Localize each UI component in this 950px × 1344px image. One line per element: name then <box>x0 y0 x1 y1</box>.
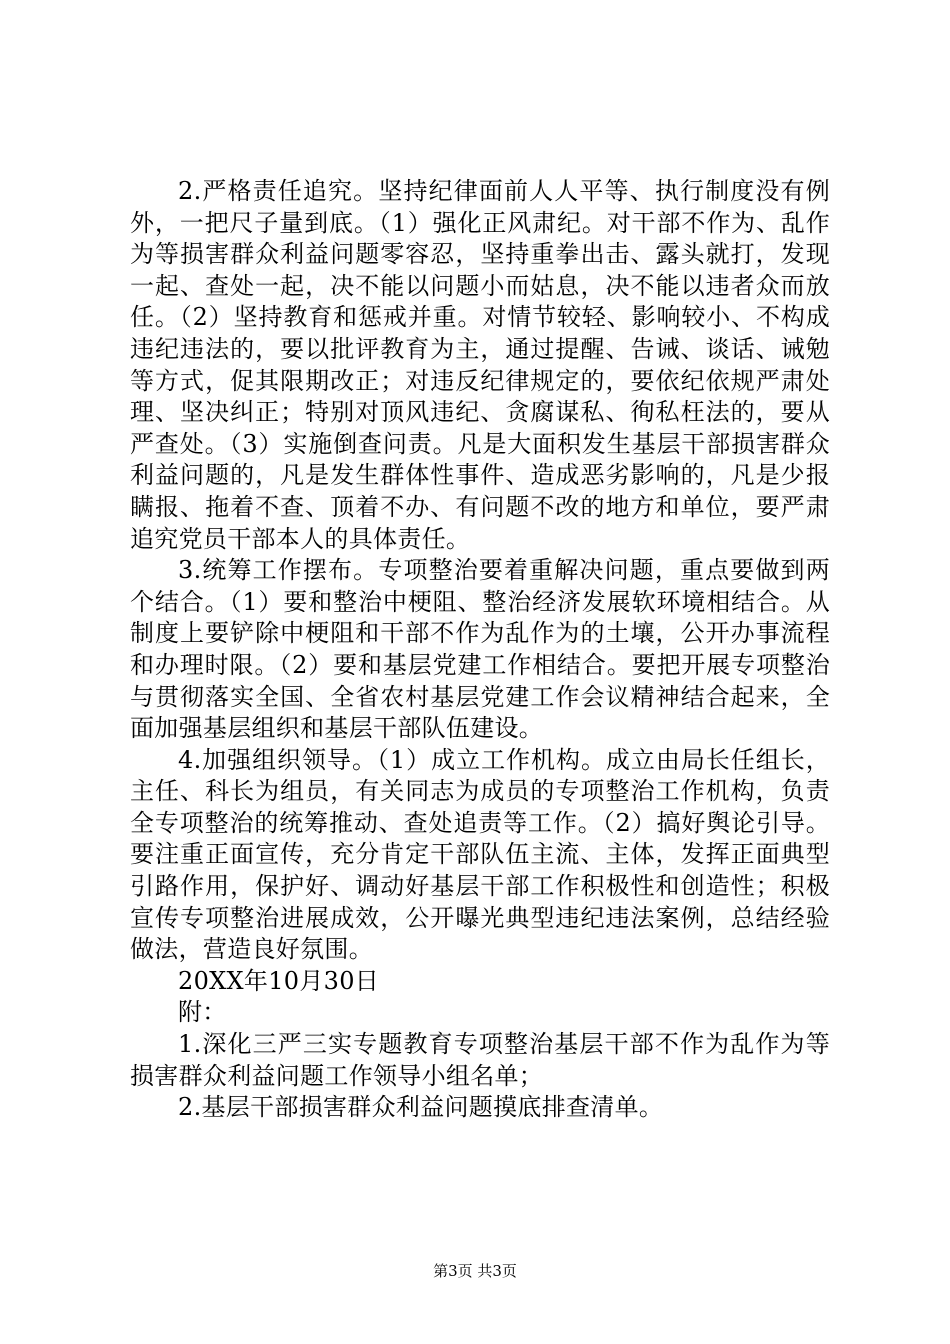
document-body <box>130 176 830 1124</box>
attachment-item-1: 1.深化三严三实专题教育专项整治基层干部不作为乱作为等损害群众利益问题工作领导小组名单； <box>130 1030 830 1090</box>
page-number-footer: 第3页 共3页 <box>433 1262 517 1280</box>
paragraph-coordinate-work: 3.统筹工作摆布。专项整治要着重解决问题，重点要做到两个结合。（1）要和整治中梗阻、整治经济发展软环境相结合。从制度上要铲除中梗阻和干部不作为乱作为的土壤，公开办事流程和办理时限。（2）要和基层党建工作相结合。要把开展专项整治与贯彻落实全国、全省农村基层党建工作会议精神结合起来，全面加强基层组织和基层干部队伍建设。 <box>130 556 830 743</box>
attachment-heading: 附： <box>178 998 227 1027</box>
paragraph-strengthen-leadership: 4.加强组织领导。（1）成立工作机构。成立由局长任组长，主任、科长为组员，有关同志为成员的专项整治工作机构，负责全专项整治的统筹推动、查处追责等工作。（2）搞好舆论引导。要注重正面宣传，充分肯定干部队伍主流、主体，发挥正面典型引路作用，保护好、调动好基层干部工作积极性和创造性；积极宣传专项整治进展成效，公开曝光典型违纪违法案例，总结经验做法，营造良好氛围。 <box>130 745 830 964</box>
attachment-item-2: 2.基层干部损害群众利益问题摸底排查清单。 <box>178 1093 664 1122</box>
paragraph-strict-accountability: 2.严格责任追究。坚持纪律面前人人平等、执行制度没有例外，一把尺子量到底。（1）强化正风肃纪。对干部不作为、乱作为等损害群众利益问题零容忍，坚持重拳出击、露头就打，发现一起、查处一起，决不能以问题小而姑息，决不能以违者众而放任。（2）坚持教育和惩戒并重。对情节较轻、影响较小、不构成违纪违法的，要以批评教育为主，通过提醒、告诫、谈话、诫勉等方式，促其限期改正；对违反纪律规定的，要依纪依规严肃处理、坚决纠正；特别对顶风违纪、贪腐谋私、徇私枉法的，要从严查处。（3）实施倒查问责。凡是大面积发生基层干部损害群众利益问题的，凡是发生群体性事件、造成恶劣影响的，凡是少报瞒报、拖着不查、顶着不办、有问题不改的地方和单位，要严肃追究党员干部本人的具体责任。 <box>130 177 830 553</box>
document-date: 20XX年10月30日 <box>178 966 380 995</box>
